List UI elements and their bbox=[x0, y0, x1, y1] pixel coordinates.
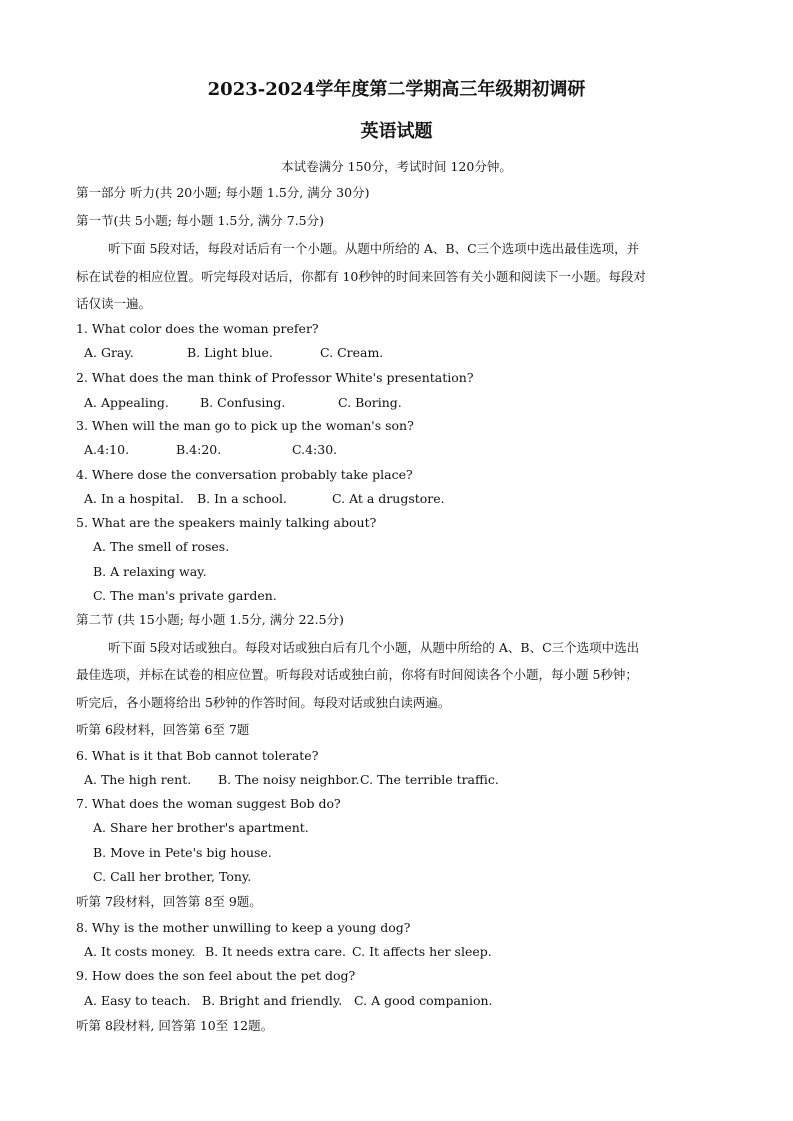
question-stem: 5. What are the speakers mainly talking about? bbox=[76, 515, 377, 530]
answer-option: A. In a hospital. bbox=[84, 491, 184, 506]
section1-instruction-line: 听下面 5段对话，每段对话后有一个小题。从题中所给的 A、B、C三个选项中选出最佳选项，并 bbox=[108, 241, 640, 256]
answer-option: C. Boring. bbox=[338, 395, 402, 410]
answer-option: B. In a school. bbox=[197, 491, 288, 506]
answer-option: A. Easy to teach. bbox=[84, 993, 191, 1008]
answer-option: C. The terrible traffic. bbox=[360, 772, 499, 787]
question-stem: 4. Where dose the conversation probably take place? bbox=[76, 467, 413, 482]
question-stem: 9. How does the son feel about the pet dog? bbox=[76, 968, 356, 983]
question-stem: 3. When will the man go to pick up the woman's son? bbox=[76, 418, 414, 433]
answer-option: C. The man's private garden. bbox=[93, 588, 277, 603]
answer-option: A. The smell of roses. bbox=[93, 539, 230, 554]
section1-heading: 第一节(共 5小题; 每小题 1.5分, 满分 7.5分) bbox=[76, 213, 325, 228]
answer-option: B. Light blue. bbox=[187, 345, 273, 360]
question-stem: 7. What does the woman suggest Bob do? bbox=[76, 796, 341, 811]
answer-option: A. Appealing. bbox=[84, 395, 169, 410]
question-stem: 1. What color does the woman prefer? bbox=[76, 321, 319, 336]
answer-option: A. Share her brother's apartment. bbox=[93, 820, 309, 835]
material-heading: 听第 8段材料, 回答第 10至 12题。 bbox=[76, 1018, 274, 1033]
exam-title: 2023-2024学年度第二学期高三年级期初调研 bbox=[207, 79, 586, 100]
answer-option: B. A relaxing way. bbox=[93, 564, 207, 579]
section2-instruction-line: 最佳选项，并标在试卷的相应位置。听每段对话或独白前，你将有时间阅读各个小题，每小题 5秒钟； bbox=[76, 667, 638, 682]
part1-heading: 第一部分 听力(共 20小题; 每小题 1.5分, 满分 30分) bbox=[76, 185, 370, 200]
answer-option: A.4:10. bbox=[84, 442, 130, 457]
answer-option: C. Cream. bbox=[320, 345, 384, 360]
answer-option: B. Bright and friendly. bbox=[202, 993, 343, 1008]
material-heading: 听第 6段材料，回答第 6至 7题 bbox=[76, 722, 250, 737]
section2-instruction-line: 听完后，各小题将给出 5秒钟的作答时间。每段对话或独白读两遍。 bbox=[76, 695, 451, 710]
answer-option: C. A good companion. bbox=[354, 993, 493, 1008]
exam-subtitle: 英语试题 bbox=[360, 121, 433, 142]
answer-option: B. Confusing. bbox=[200, 395, 286, 410]
question-stem: 2. What does the man think of Professor White's presentation? bbox=[76, 370, 474, 385]
answer-option: C. It affects her sleep. bbox=[352, 944, 492, 959]
answer-option: C. At a drugstore. bbox=[332, 491, 445, 506]
section2-heading: 第二节 (共 15小题; 每小题 1.5分, 满分 22.5分) bbox=[76, 612, 344, 627]
answer-option: B. The noisy neighbor. bbox=[218, 772, 360, 787]
answer-option: B. Move in Pete's big house. bbox=[93, 845, 272, 860]
question-stem: 8. Why is the mother unwilling to keep a young dog? bbox=[76, 920, 411, 935]
answer-option: B.4:20. bbox=[176, 442, 222, 457]
answer-option: C.4:30. bbox=[292, 442, 338, 457]
answer-option: C. Call her brother, Tony. bbox=[93, 869, 252, 884]
exam-note: 本试卷满分 150分，考试时间 120分钟。 bbox=[281, 159, 512, 174]
answer-option: A. It costs money. bbox=[84, 944, 196, 959]
question-stem: 6. What is it that Bob cannot tolerate? bbox=[76, 748, 319, 763]
answer-option: A. The high rent. bbox=[84, 772, 192, 787]
section2-instruction-line: 听下面 5段对话或独白。每段对话或独白后有几个小题，从题中所给的 A、B、C三个选项中选出 bbox=[108, 640, 640, 655]
answer-option: B. It needs extra care. bbox=[205, 944, 346, 959]
section1-instruction-line: 话仅读一遍。 bbox=[76, 296, 152, 311]
material-heading: 听第 7段材料，回答第 8至 9题。 bbox=[76, 894, 262, 909]
section1-instruction-line: 标在试卷的相应位置。听完每段对话后，你都有 10秒钟的时间来回答有关小题和阅读下一小题。每段对 bbox=[76, 269, 646, 284]
answer-option: A. Gray. bbox=[84, 345, 134, 360]
